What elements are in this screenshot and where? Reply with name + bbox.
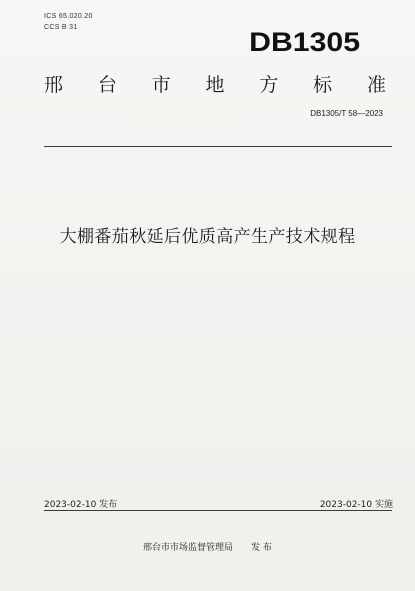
title-char: 市: [151, 74, 171, 96]
standard-number: DB1305/T 58—2023: [310, 109, 383, 118]
publish-date: 2023-02-10 发布: [44, 500, 118, 510]
standard-code-logo: DB1305: [249, 27, 360, 57]
ics-code: ICS 65.020.20: [44, 13, 93, 20]
title-char: 台: [97, 74, 117, 96]
bottom-divider: [44, 510, 392, 511]
title-char: 准: [366, 74, 386, 96]
title-char: 邢: [44, 74, 64, 96]
top-divider: [44, 146, 392, 147]
issue-word: 发 布: [251, 543, 272, 553]
document-title: 大棚番茄秋延后优质高产生产技术规程: [59, 227, 356, 247]
issuer-line: [0, 540, 415, 553]
title-char: 标: [313, 74, 333, 96]
standard-type-title: [44, 70, 386, 97]
title-char: 方: [259, 74, 279, 96]
issuer-name: 邢台市市场监督管理局: [143, 543, 234, 553]
ccs-code: CCS B 31: [44, 24, 78, 31]
title-char: 地: [205, 74, 225, 96]
effective-date: 2023-02-10 实施: [319, 500, 393, 510]
